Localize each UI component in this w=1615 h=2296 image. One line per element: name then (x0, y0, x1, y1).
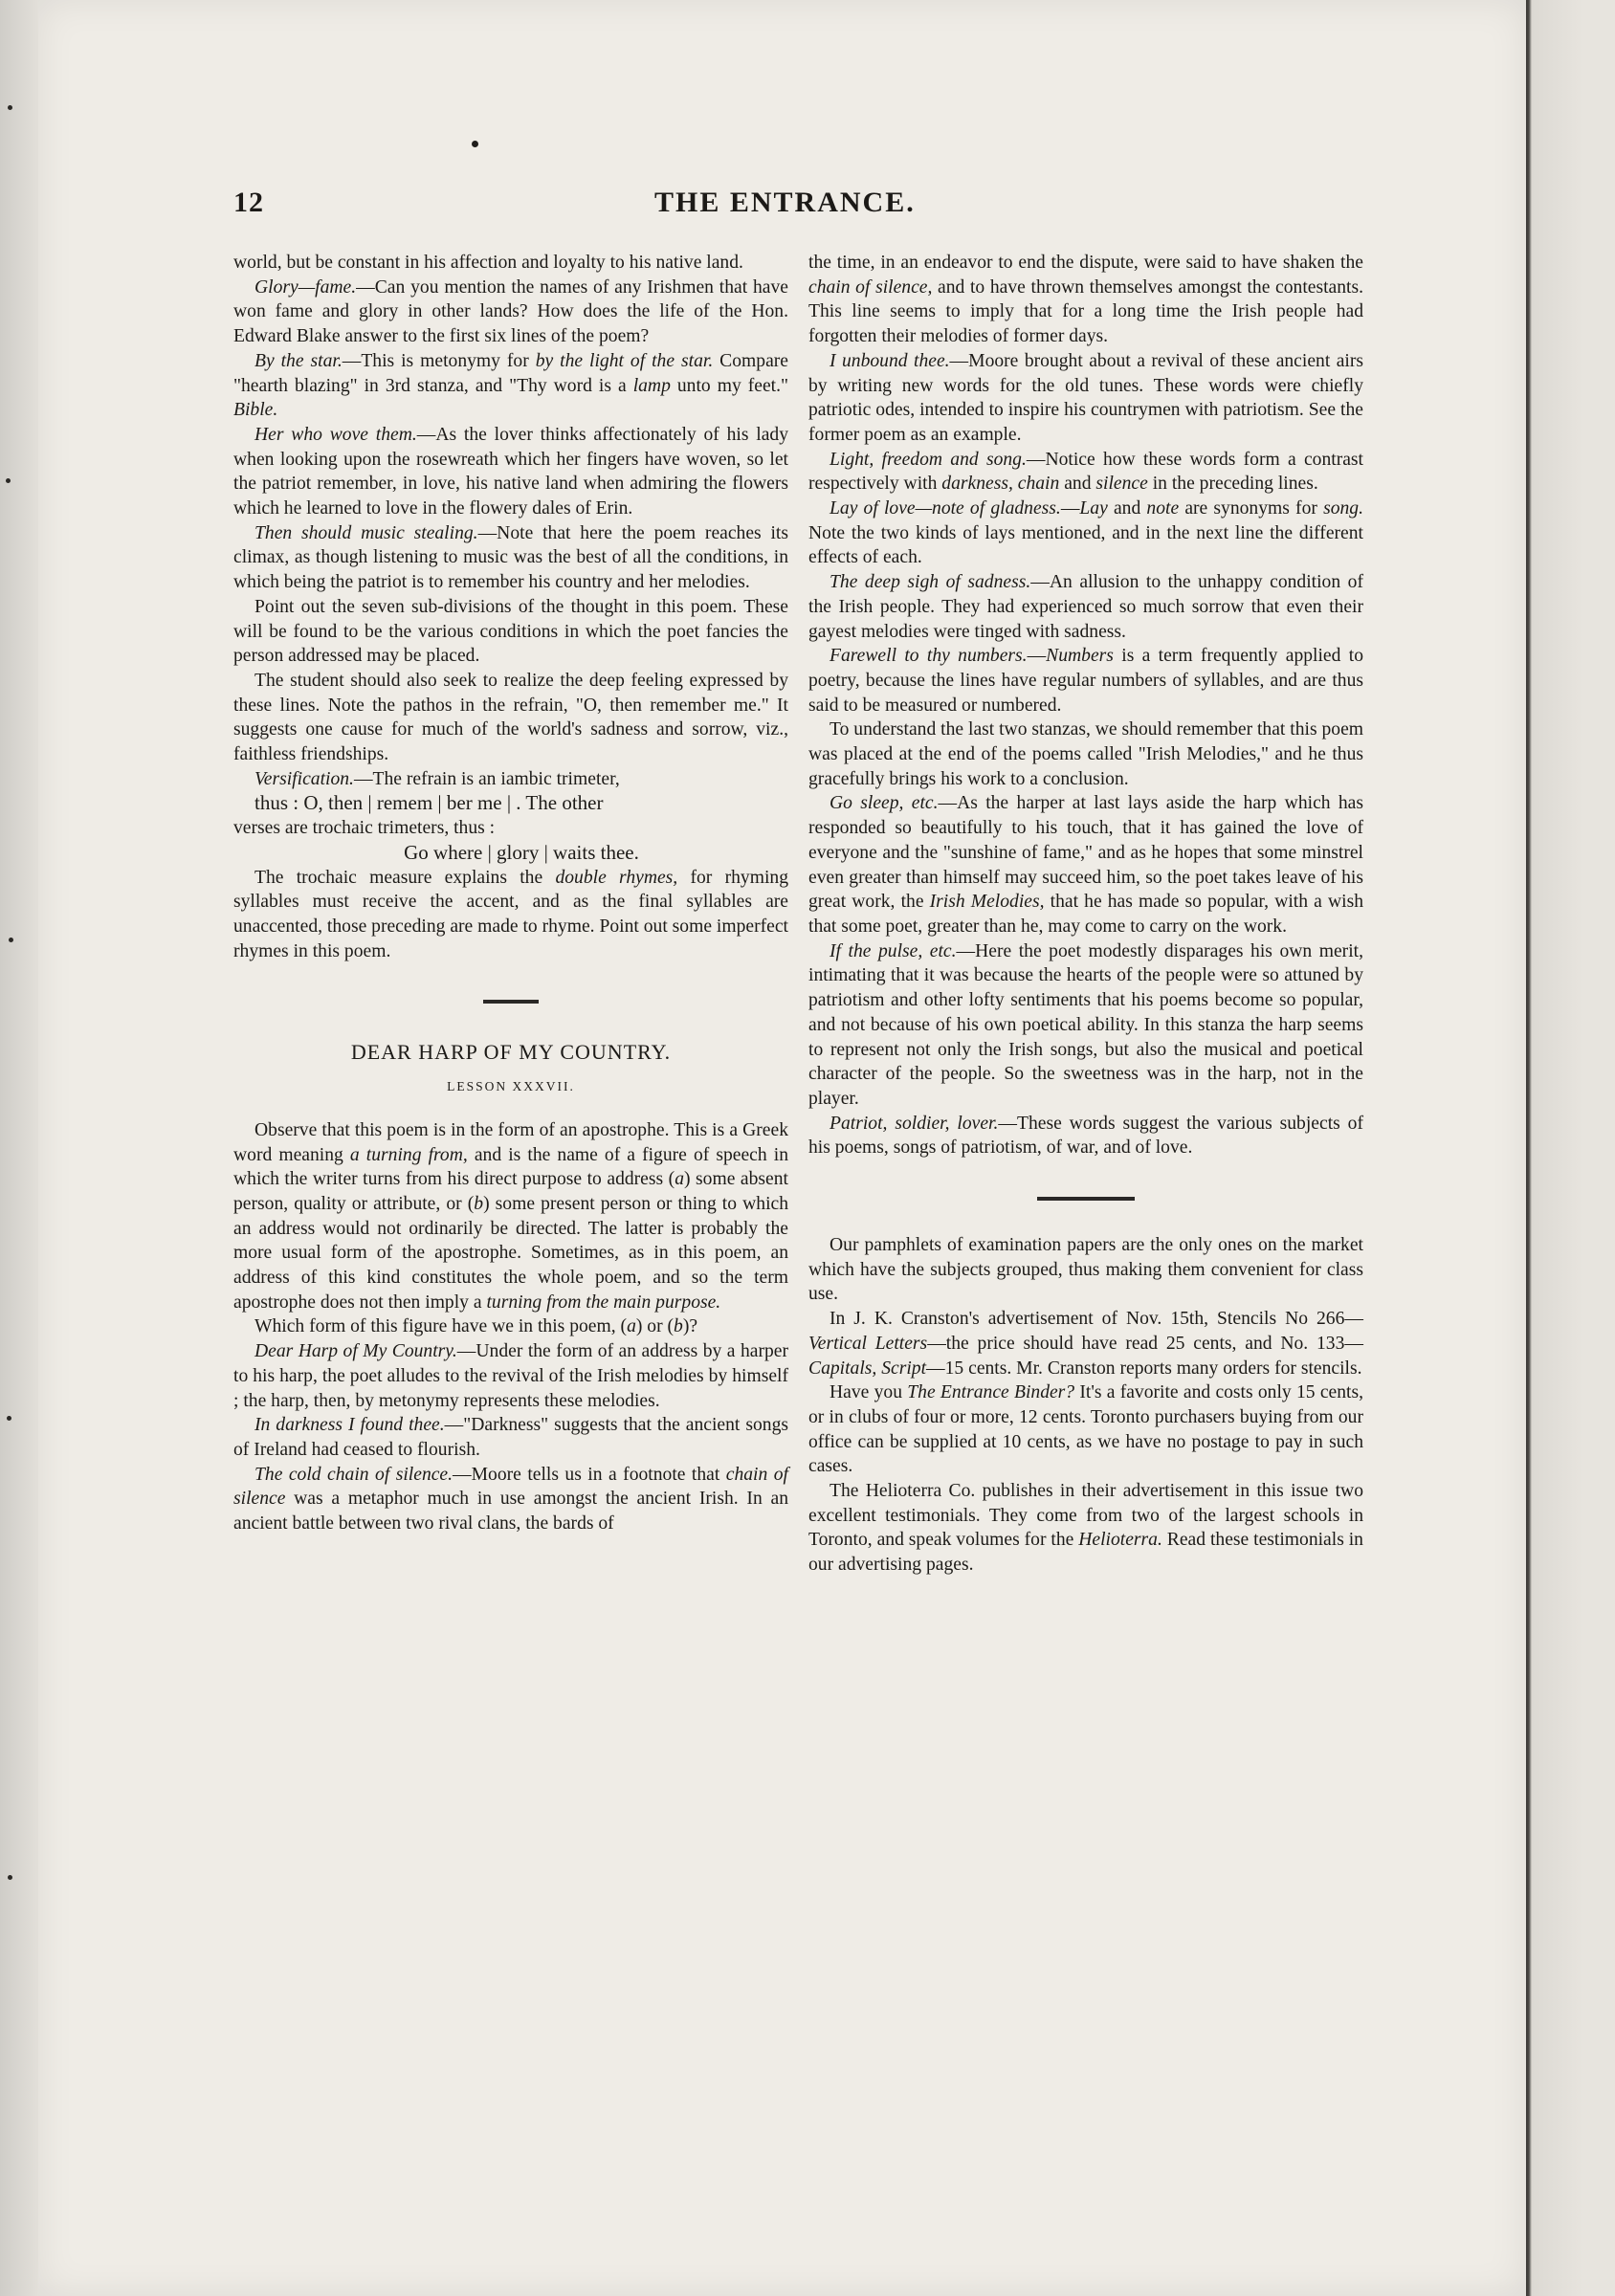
scan-speck (6, 478, 11, 483)
left-column (233, 251, 788, 1536)
paragraph: The trochaic measure explains the double rhymes, for rhyming syllables must receive the accent, and as the final syllables are unaccented, those preceding are made to rhyme. Point out some imperfect rhymes in this poem. (233, 867, 788, 961)
scan-speck (8, 1875, 12, 1880)
page-header (233, 187, 1359, 229)
page-left-edge (0, 0, 38, 2296)
term: Lay of love—note of gladness. (830, 498, 1061, 519)
term: Her who wove them. (254, 424, 417, 445)
paragraph: I unbound thee.—Moore brought about a revival of these ancient airs by writing new words for the old tunes. These words were chiefly patriotic odes, intended to inspire his countrymen with patriotism. See the former poem as an example. (808, 350, 1364, 445)
paragraph: Farewell to thy numbers.—Numbers is a term frequently applied to poetry, because the lines have regular numbers of syllables, and are thus said to be measured or numbered. (808, 646, 1363, 716)
term: Versification. (254, 768, 354, 789)
term: Then should music stealing. (254, 522, 478, 543)
term: In darkness I found thee. (254, 1415, 445, 1436)
paragraph: Lay of love—note of gladness.—Lay and note are synonyms for song. Note the two kinds of lays mentioned, and in the next line the different effects of each. (808, 498, 1363, 568)
paragraph: Patriot, soldier, lover.—These words suggest the various subjects of his poems, songs of patriotism, of war, and of love. (808, 1113, 1363, 1159)
lesson-number: LESSON XXXVII. (447, 1079, 575, 1094)
term: The deep sigh of sadness. (830, 572, 1031, 593)
paragraph: verses are trochaic trimeters, thus : (233, 818, 496, 839)
scan-speck (7, 1416, 11, 1421)
paragraph: Then should music stealing.—Note that here the poem reaches its climax, as though listening to music was the best of all the conditions, in which being the patriot is to remember his country and her melodies. (233, 522, 789, 593)
paragraph: Glory—fame.—Can you mention the names of any Irishmen that have won fame and glory in other lands? How does the life of the Hon. Edward Blake answer to the first six lines of the poem? (233, 276, 788, 347)
publisher-notice: Have you The Entrance Binder? It's a favorite and costs only 15 cents, or in clubs of four or more, 12 cents. Toronto purchasers buying from our office can be supplied at 10 cents, as we have no postage to pay in such cases. (808, 1382, 1363, 1477)
running-title: THE ENTRANCE. (654, 187, 916, 218)
paragraph: By the star.—This is metonymy for by the light of the star. Compare "hearth blazing" in 3rd stanza, and "Thy word is a lamp unto my feet." Bible. (233, 350, 788, 421)
term: Patriot, soldier, lover. (830, 1113, 999, 1134)
publisher-notice: Our pamphlets of examination papers are the only ones on the market which have the subjects grouped, thus making them convenient for class use. (808, 1235, 1363, 1305)
term: Farewell to thy numbers. (830, 646, 1028, 667)
term: Go sleep, etc. (830, 793, 939, 814)
lesson-title: DEAR HARP OF MY COUNTRY. (350, 1040, 672, 1065)
page-right-fold (1526, 0, 1615, 2296)
paragraph: Versification.—The refrain is an iambic trimeter, (254, 768, 620, 789)
page-number: 12 (233, 187, 264, 218)
paragraph: the time, in an endeavor to end the dispute, were said to have shaken the chain of silence, and to have thrown themselves amongst the contestants. This line seems to imply that for a long time the Irish people had forgotten their melodies of former days. (808, 253, 1363, 347)
scansion-line: thus : O, then | remem | ber me | . The other (254, 791, 604, 815)
scansion-line: Go where | glory | waits thee. (404, 840, 639, 864)
right-column (808, 251, 1363, 1578)
paragraph: The student should also seek to realize the deep feeling expressed by these lines. Note the pathos in the refrain, "O, then remember me." It suggests one cause for much of the world's sadness and sorrow, viz., faithless friendships. (233, 670, 788, 765)
publisher-notice: In J. K. Cranston's advertisement of Nov. 15th, Stencils No 266—Vertical Letters—the price should have read 25 cents, and No. 133—Capitals, Script—15 cents. Mr. Cranston reports many orders for stencils. (808, 1309, 1363, 1379)
term: Light, freedom and song. (830, 449, 1027, 470)
paragraph: In darkness I found thee.—"Darkness" suggests that the ancient songs of Ireland had ceased to flourish. (233, 1415, 788, 1460)
term: By the star. (254, 350, 343, 371)
paragraph: Dear Harp of My Country.—Under the form of an address by a harper to his harp, the poet alludes to the revival of the Irish melodies by himself ; the harp, then, by metonymy represents these melodies. (233, 1341, 788, 1411)
paragraph: The deep sigh of sadness.—An allusion to the unhappy condition of the Irish people. They had experienced so much sorrow that even their gayest melodies were tinged with sadness. (808, 572, 1363, 642)
section-divider (483, 1000, 539, 1004)
paragraph: To understand the last two stanzas, we should remember that this poem was placed at the end of the poems called "Irish Melodies," and he thus gracefully brings his work to a conclusion. (808, 719, 1364, 789)
paragraph: world, but be constant in his affection and loyalty to his native land. (233, 253, 743, 273)
term: Dear Harp of My Country. (254, 1341, 457, 1362)
paragraph: Observe that this poem is in the form of an apostrophe. This is a Greek word meaning a turning from, and is the name of a figure of speech in which the writer turns from his direct purpose to address (a) some absent person, quality or attribute, or (b) some present person or thing to which an address would not ordinarily be directed. The latter is probably the more usual form of the apostrophe. Sometimes, as in this poem, an address of this kind constitutes the whole poem, and so the term apostrophe does not then imply a turning from the main purpose. (233, 1119, 789, 1313)
paragraph: Which form of this figure have we in this poem, (a) or (b)? (254, 1316, 698, 1337)
paragraph: Light, freedom and song.—Notice how these words form a contrast respectively with darkness, chain and silence in the preceding lines. (808, 449, 1364, 495)
scan-speck (9, 938, 13, 942)
paragraph: If the pulse, etc.—Here the poet modestly disparages his own merit, intimating that it was because the hearts of the people were so attuned by patriotism and other lofty sentiments that his poems become so popular, and not because of his own poetical ability. In this stanza the harp seems to represent not only the Irish songs, but also the musical and poetical character of the people. So the sweetness was in the harp, not in the player. (808, 940, 1363, 1109)
term: I unbound thee. (830, 350, 950, 371)
ink-dot (472, 141, 478, 147)
term: The cold chain of silence. (254, 1464, 454, 1485)
paragraph: The cold chain of silence.—Moore tells us in a footnote that chain of silence was a metaphor much in use amongst the ancient Irish. In an ancient battle between two rival clans, the bards of (233, 1464, 788, 1534)
paragraph: Go sleep, etc.—As the harper at last lays aside the harp which has responded so beautifully to his touch, that it has gained the love of everyone and the "sunshine of fame," and as he hopes that some minstrel even greater than himself may succeed him, so the poet takes leave of his great work, the Irish Melodies, that he has made so popular, with a wish that some poet, greater than he, may come to carry on the work. (808, 793, 1363, 937)
term: If the pulse, etc. (830, 940, 957, 961)
publisher-notice: The Helioterra Co. publishes in their advertisement in this issue two excellent testimonials. They come from two of the largest schools in Toronto, and speak volumes for the Helioterra. Read these testimonials in our advertising pages. (808, 1481, 1363, 1576)
paragraph: Her who wove them.—As the lover thinks affectionately of his lady when looking upon the rosewreath which her fingers have woven, so let the patriot remember, in love, his native land when admiring the flowers which he learned to love in the flowery dales of Erin. (233, 424, 788, 519)
scan-speck (8, 105, 12, 110)
paragraph: Point out the seven sub-divisions of the thought in this poem. These will be found to be the various conditions in which the poet fancies the person addressed may be placed. (233, 596, 788, 667)
section-divider (1037, 1197, 1135, 1201)
term: Glory—fame. (254, 276, 357, 298)
